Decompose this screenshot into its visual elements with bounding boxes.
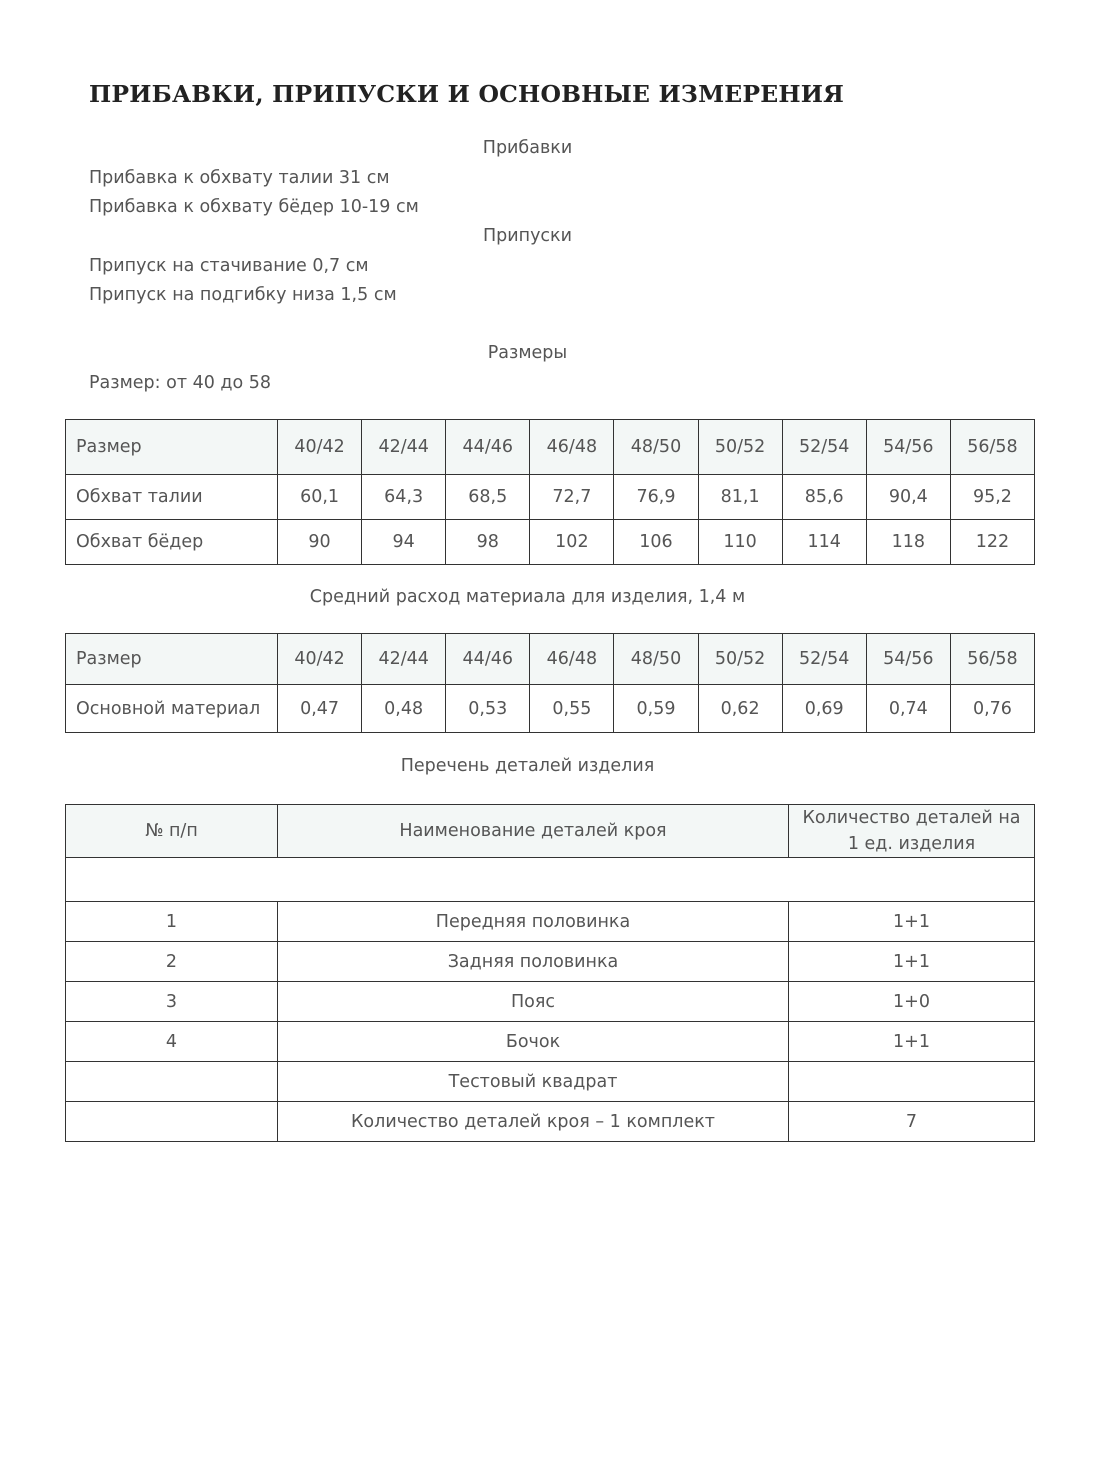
- part-qty: [789, 1062, 1035, 1102]
- part-name: Передняя половинка: [278, 902, 789, 942]
- header-cell: Размер: [66, 634, 278, 685]
- table-cell: 122: [950, 520, 1034, 565]
- row-label: Основной материал: [66, 685, 278, 733]
- header-qty-line2: 1 ед. изделия: [847, 834, 976, 854]
- table-row-total: [66, 1102, 1035, 1142]
- table-cell: 0,59: [614, 685, 698, 733]
- table-cell: 102: [530, 520, 614, 565]
- header-cell: 40/42: [278, 420, 362, 475]
- table-cell: 64,3: [362, 475, 446, 520]
- part-num: 3: [66, 982, 278, 1022]
- header-cell: 44/46: [446, 420, 530, 475]
- table-cell: 0,76: [950, 685, 1034, 733]
- part-num: 2: [66, 942, 278, 982]
- table-cell: 0,55: [530, 685, 614, 733]
- header-cell: 52/54: [782, 420, 866, 475]
- size-range: Размер: от 40 до 58: [89, 373, 272, 393]
- parts-heading: Перечень деталей изделия: [400, 756, 655, 776]
- header-cell: 46/48: [530, 420, 614, 475]
- table-row: [66, 982, 1035, 1022]
- table-header-row: [66, 634, 1035, 685]
- material-heading: Средний расход материала для изделия, 1,4 м: [309, 587, 746, 607]
- page-title: ПРИБАВКИ, ПРИПУСКИ И ОСНОВНЫЕ ИЗМЕРЕНИЯ: [89, 80, 845, 108]
- table-cell: 72,7: [530, 475, 614, 520]
- part-qty: 1+1: [789, 1022, 1035, 1062]
- table-row: [66, 1062, 1035, 1102]
- seam-line-hem: Припуск на подгибку низа 1,5 см: [89, 285, 397, 305]
- blank-row: [66, 858, 1035, 902]
- part-name: Тестовый квадрат: [278, 1062, 789, 1102]
- row-label: Обхват бёдер: [66, 520, 278, 565]
- part-num: [66, 1102, 278, 1142]
- header-cell: 56/58: [950, 420, 1034, 475]
- part-name: Количество деталей кроя – 1 комплект: [278, 1102, 789, 1142]
- parts-table: [65, 804, 1035, 1142]
- part-qty: 1+1: [789, 942, 1035, 982]
- header-cell: 48/50: [614, 634, 698, 685]
- seams-heading: Припуски: [482, 226, 572, 246]
- sizes-table: [65, 419, 1035, 565]
- table-row: [66, 685, 1035, 733]
- header-cell-qty: [789, 805, 1035, 858]
- table-cell: 118: [866, 520, 950, 565]
- header-cell: 42/44: [362, 634, 446, 685]
- table-cell: 106: [614, 520, 698, 565]
- allowances-heading: Прибавки: [482, 138, 573, 158]
- header-cell: 48/50: [614, 420, 698, 475]
- table-cell: 60,1: [278, 475, 362, 520]
- table-row: [66, 1022, 1035, 1062]
- allowance-line-waist: Прибавка к обхвату талии 31 см: [89, 168, 390, 188]
- table-cell: 0,47: [278, 685, 362, 733]
- part-qty: 7: [789, 1102, 1035, 1142]
- header-cell: 54/56: [866, 634, 950, 685]
- blank-cell: [66, 858, 1035, 902]
- header-cell: 54/56: [866, 420, 950, 475]
- sizes-heading: Размеры: [487, 343, 568, 363]
- part-name: Бочок: [278, 1022, 789, 1062]
- part-qty: 1+0: [789, 982, 1035, 1022]
- header-cell: 40/42: [278, 634, 362, 685]
- part-num: [66, 1062, 278, 1102]
- header-cell: 42/44: [362, 420, 446, 475]
- table-row: [66, 902, 1035, 942]
- table-cell: 0,53: [446, 685, 530, 733]
- table-cell: 68,5: [446, 475, 530, 520]
- table-cell: 0,62: [698, 685, 782, 733]
- table-header-row: [66, 805, 1035, 858]
- part-num: 1: [66, 902, 278, 942]
- seam-line-stitching: Припуск на стачивание 0,7 см: [89, 256, 369, 276]
- table-cell: 81,1: [698, 475, 782, 520]
- part-name: Пояс: [278, 982, 789, 1022]
- part-qty: 1+1: [789, 902, 1035, 942]
- table-cell: 114: [782, 520, 866, 565]
- header-cell-num: № п/п: [66, 805, 278, 858]
- header-cell: 46/48: [530, 634, 614, 685]
- table-cell: 90: [278, 520, 362, 565]
- header-cell: 50/52: [698, 634, 782, 685]
- row-label: Обхват талии: [66, 475, 278, 520]
- table-cell: 95,2: [950, 475, 1034, 520]
- header-qty-line1: Количество деталей на: [802, 808, 1021, 828]
- header-cell: 56/58: [950, 634, 1034, 685]
- table-cell: 94: [362, 520, 446, 565]
- header-cell: 44/46: [446, 634, 530, 685]
- table-cell: 0,69: [782, 685, 866, 733]
- header-cell: 50/52: [698, 420, 782, 475]
- part-name: Задняя половинка: [278, 942, 789, 982]
- table-cell: 90,4: [866, 475, 950, 520]
- part-num: 4: [66, 1022, 278, 1062]
- table-cell: 110: [698, 520, 782, 565]
- table-cell: 0,74: [866, 685, 950, 733]
- header-cell: Размер: [66, 420, 278, 475]
- table-cell: 0,48: [362, 685, 446, 733]
- header-cell-name: Наименование деталей кроя: [278, 805, 789, 858]
- table-row: [66, 520, 1035, 565]
- table-cell: 85,6: [782, 475, 866, 520]
- table-row: [66, 475, 1035, 520]
- allowance-line-hips: Прибавка к обхвату бёдер 10-19 см: [89, 197, 419, 217]
- header-cell: 52/54: [782, 634, 866, 685]
- material-table: [65, 633, 1035, 733]
- table-header-row: [66, 420, 1035, 475]
- table-cell: 98: [446, 520, 530, 565]
- table-row: [66, 942, 1035, 982]
- table-cell: 76,9: [614, 475, 698, 520]
